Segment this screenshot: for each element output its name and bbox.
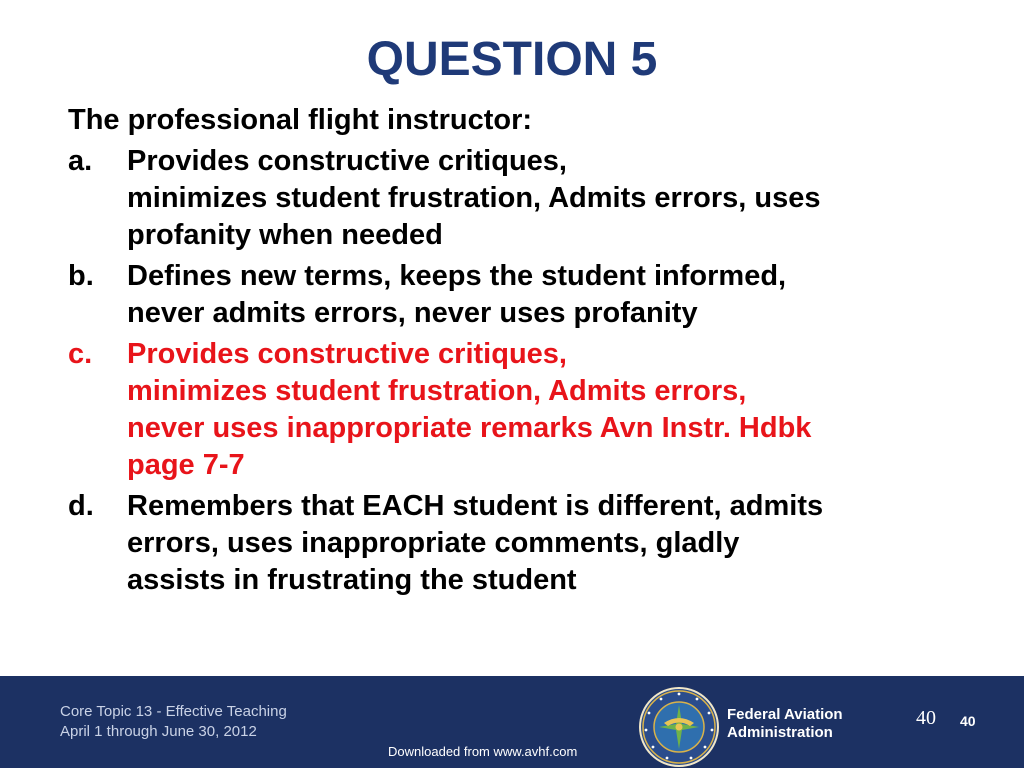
- option-text: [127, 143, 968, 254]
- agency-name-line2: Administration: [727, 724, 833, 741]
- option-b: [68, 258, 968, 332]
- page-number-serif: 40: [916, 707, 936, 729]
- option-a: [68, 143, 968, 254]
- option-line: profanity when needed: [127, 219, 443, 251]
- option-line: minimizes student frustration, Admits errors,: [127, 375, 747, 407]
- page-number-bold: 40: [960, 713, 976, 729]
- faa-agency-name: [727, 706, 843, 742]
- question-intro: The professional flight instructor:: [68, 104, 533, 136]
- question-content: [68, 102, 968, 603]
- option-letter: d.: [68, 490, 94, 522]
- footer-course-info: [60, 702, 287, 742]
- option-line: Defines new terms, keeps the student informed,: [127, 260, 787, 292]
- option-line: never uses inappropriate remarks Avn Instr. Hdbk: [127, 412, 812, 444]
- option-line: assists in frustrating the student: [127, 564, 577, 596]
- option-line: never admits errors, never uses profanity: [127, 297, 698, 329]
- option-letter: b.: [68, 260, 94, 292]
- option-line: minimizes student frustration, Admits errors, uses: [127, 182, 821, 214]
- option-letter: a.: [68, 145, 93, 177]
- option-line: Remembers that EACH student is different, admits: [127, 490, 824, 522]
- option-text: [127, 258, 968, 332]
- option-line: errors, uses inappropriate comments, gladly: [127, 527, 740, 559]
- option-letter: c.: [68, 338, 93, 370]
- option-d: [68, 488, 968, 599]
- faa-seal-icon: [638, 686, 720, 768]
- footer-course-dates: April 1 through June 30, 2012: [60, 723, 257, 740]
- option-text: [127, 488, 968, 599]
- download-source-note: Downloaded from www.avhf.com: [388, 744, 578, 759]
- agency-name-line1: Federal Aviation: [727, 706, 843, 723]
- option-c-answer: [68, 336, 968, 484]
- option-line: Provides constructive critiques,: [127, 338, 567, 370]
- slide-title: QUESTION 5: [366, 33, 658, 86]
- option-line: Provides constructive critiques,: [127, 145, 567, 177]
- option-line: page 7-7: [127, 449, 245, 481]
- option-text: [127, 336, 968, 484]
- footer-course-title: Core Topic 13 - Effective Teaching: [60, 703, 287, 720]
